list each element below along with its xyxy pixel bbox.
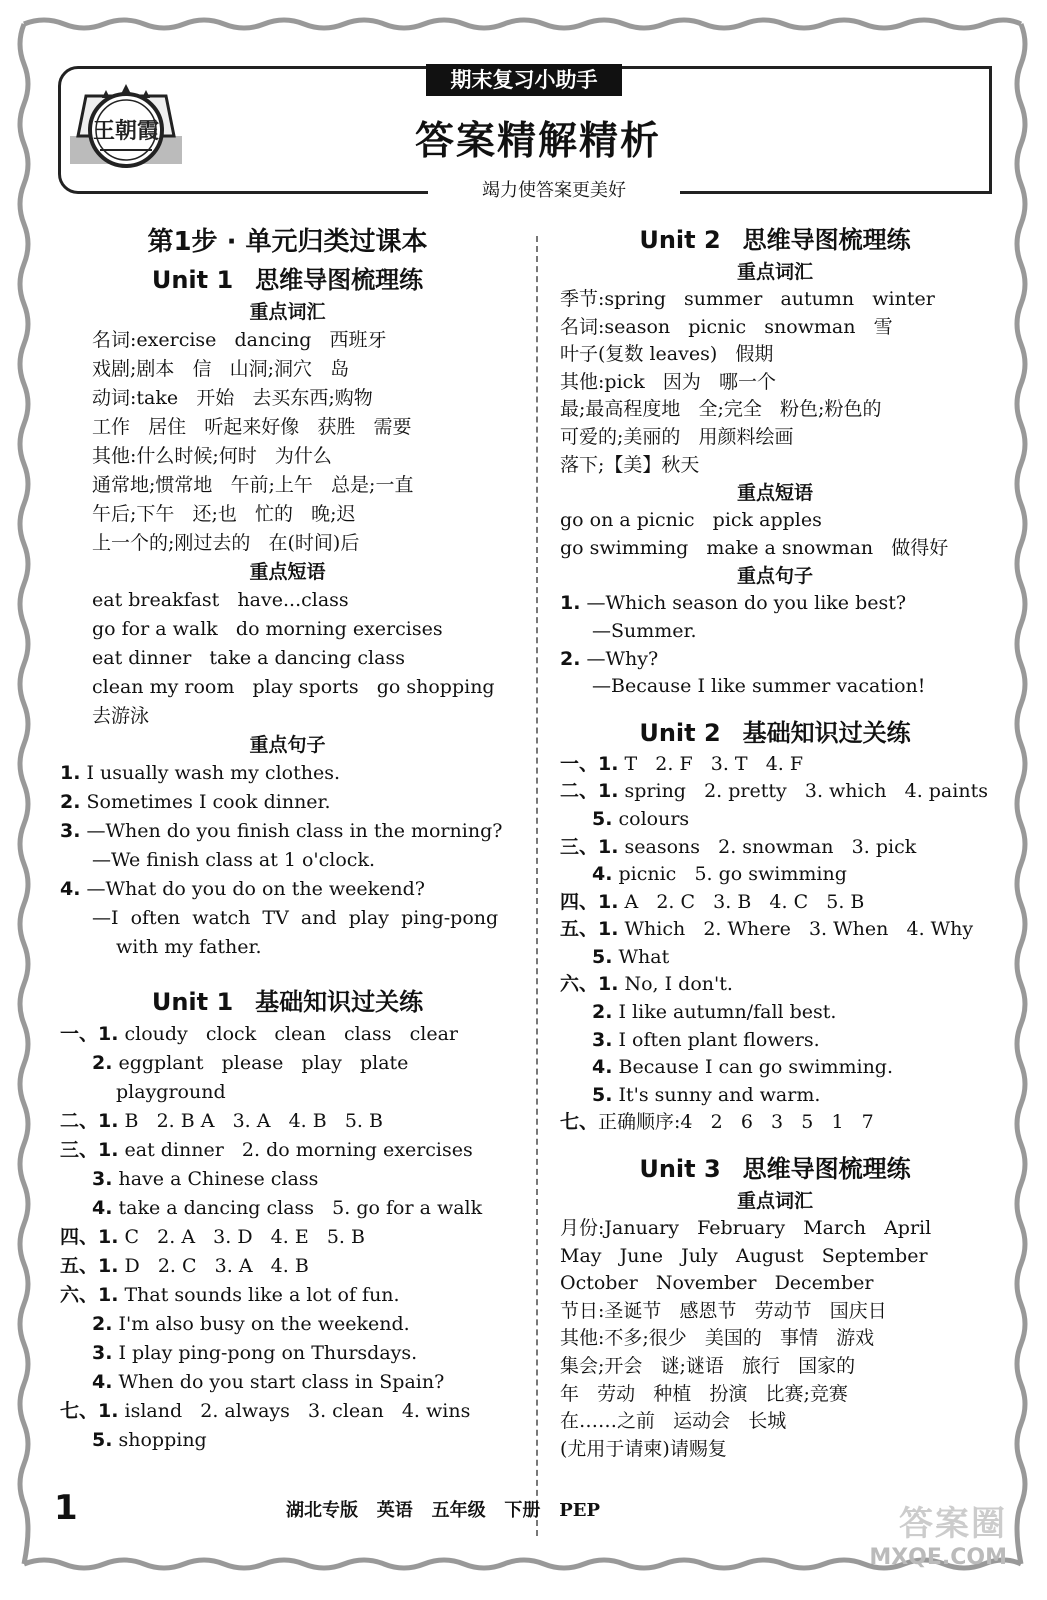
item-text: When do you start class in Spain? — [112, 1371, 445, 1393]
answer-line — [60, 1397, 515, 1426]
vocab-line: 集会;开会 谜;谜语 旅行 国家的 — [560, 1355, 856, 1377]
sentence-list — [60, 759, 515, 962]
item-number: 七、 — [560, 1111, 599, 1134]
right-column — [560, 222, 990, 1463]
item-number: 5. — [592, 1083, 613, 1106]
answer-line — [60, 1281, 515, 1310]
header-banner: 期末复习小助手 — [426, 64, 622, 96]
vocab-line: 叶子(复数 leaves) 假期 — [560, 343, 774, 366]
item-text: colours — [612, 807, 690, 830]
item-text: B 2. B A 3. A 4. B 5. B — [118, 1110, 383, 1132]
watermark-logo — [827, 1496, 1007, 1570]
answer-line — [60, 1368, 515, 1397]
subheading-sentences: 重点句子 — [736, 565, 813, 588]
subheading-sentences: 重点句子 — [249, 734, 326, 756]
vocab-line: 名词:season picnic snowman 雪 — [560, 315, 893, 338]
sentence-list — [560, 590, 990, 700]
answer-line — [560, 1027, 990, 1055]
vocab-line: 其他:pick 因为 哪一个 — [560, 370, 777, 393]
item-number: 二、1. — [60, 1110, 119, 1132]
footer-info: 湖北专版 英语 五年级 下册 PEP — [286, 1500, 600, 1521]
answer-line — [560, 916, 990, 944]
item-number: 三、1. — [60, 1139, 119, 1161]
item-text: I like autumn/fall best. — [612, 1001, 837, 1024]
subheading-vocab: 重点词汇 — [249, 301, 326, 323]
brand-logo — [66, 76, 186, 176]
section-title: 基础知识过关练 — [255, 988, 424, 1016]
item-text: —Why? — [580, 647, 659, 670]
answer-line — [60, 875, 515, 904]
vocab-line: May June July August September — [560, 1244, 928, 1267]
item-text: playground — [116, 1081, 226, 1103]
section-title: 思维导图梳理练 — [742, 1155, 911, 1184]
item-text: eggplant please play plate — [112, 1052, 409, 1074]
answer-line — [60, 788, 515, 817]
svg-text:王朝霞: 王朝霞 — [92, 118, 160, 144]
vocab-line: 戏剧;剧本 信 山洞;洞穴 岛 — [92, 358, 350, 380]
phrase-line: go on a picnic pick apples — [560, 509, 822, 532]
section-title: 思维导图梳理练 — [255, 266, 424, 294]
phrase-line: 去游泳 — [92, 705, 150, 727]
vocab-line: 节日:圣诞节 感恩节 劳动节 国庆日 — [560, 1299, 887, 1322]
item-number: 4. — [92, 1371, 113, 1393]
item-number: 五、1. — [560, 918, 619, 941]
item-text: I often plant flowers. — [612, 1028, 820, 1051]
vocab-line: 上一个的;刚过去的 在(时间)后 — [92, 532, 360, 554]
answer-line — [560, 673, 990, 701]
item-text: —What do you do on the weekend? — [80, 878, 425, 900]
subheading-phrases: 重点短语 — [736, 482, 813, 505]
vocab-line: 年 劳动 种植 扮演 比赛;竞赛 — [560, 1382, 848, 1405]
watermark-bottom: MXQE.COM — [869, 1545, 1007, 1570]
answer-list — [60, 1020, 515, 1455]
item-text: I play ping-pong on Thursdays. — [112, 1342, 418, 1364]
item-number: 一、1. — [60, 1023, 119, 1045]
answer-line — [60, 904, 515, 933]
item-text: I'm also busy on the weekend. — [112, 1313, 410, 1335]
vocab-line: 午后;下午 还;也 忙的 晚;迟 — [92, 503, 356, 525]
item-text: with my father. — [116, 936, 262, 958]
item-number: 5. — [92, 1429, 113, 1451]
answer-line — [60, 1078, 515, 1107]
item-number: 4. — [60, 878, 81, 900]
answer-line — [60, 759, 515, 788]
page-footer — [54, 1488, 754, 1528]
item-text: Which 2. Where 3. When 4. Why — [618, 918, 974, 941]
item-number: 七、1. — [60, 1400, 119, 1422]
vocab-line: 在……之前 运动会 长城 — [560, 1410, 787, 1433]
phrase-line: eat breakfast have...class — [92, 589, 349, 611]
section-title: 基础知识过关练 — [742, 718, 911, 747]
item-number: 五、1. — [60, 1255, 119, 1277]
answer-line — [60, 1107, 515, 1136]
item-number: 六、1. — [60, 1284, 119, 1306]
item-number: 5. — [592, 945, 613, 968]
section-heading-unit1-basic — [60, 984, 515, 1020]
vocab-line: 月份:January February March April — [560, 1217, 932, 1240]
watermark-top: 答案圈 — [899, 1504, 1007, 1544]
answer-line — [60, 846, 515, 875]
unit-label: Unit 2 — [639, 226, 721, 254]
item-number: 3. — [92, 1342, 113, 1364]
vocab-line: 落下;【美】秋天 — [560, 453, 700, 476]
section-heading-unit3-map — [560, 1151, 990, 1187]
item-number: 2. — [92, 1052, 113, 1074]
answer-line — [560, 861, 990, 889]
item-number: 六、1. — [560, 973, 619, 996]
answer-line — [560, 944, 990, 972]
unit-label: Unit 1 — [151, 266, 234, 294]
item-number: 1. — [60, 762, 81, 784]
item-number: 三、1. — [560, 835, 619, 858]
answer-line — [560, 751, 990, 779]
subheading-vocab: 重点词汇 — [736, 1190, 813, 1213]
step-title: 第1步 · 单元归类过课本 — [147, 227, 428, 257]
vocab-line: 通常地;惯常地 午前;上午 总是;一直 — [92, 474, 414, 496]
answer-line — [560, 1082, 990, 1110]
answer-line — [560, 778, 990, 806]
answer-line — [560, 1054, 990, 1082]
answer-line — [560, 646, 990, 674]
item-text: cloudy clock clean class clear — [118, 1023, 459, 1045]
answer-line — [60, 1339, 515, 1368]
section-title: 思维导图梳理练 — [742, 226, 911, 254]
header — [58, 66, 988, 201]
item-number: 3. — [92, 1168, 113, 1190]
vocab-line: 其他:不多;很少 美国的 事情 游戏 — [560, 1327, 875, 1350]
phrase-line: clean my room play sports go shopping — [92, 676, 495, 698]
vocab-line: 季节:spring summer autumn winter — [560, 288, 935, 310]
section-heading-unit2-basic — [560, 715, 990, 751]
item-number: 4. — [592, 1056, 613, 1079]
answer-line — [560, 590, 990, 618]
item-text: —Because I like summer vacation! — [592, 675, 926, 698]
left-column — [60, 222, 515, 1455]
item-number: 3. — [60, 820, 81, 842]
answer-line — [60, 1310, 515, 1339]
item-text: T 2. F 3. T 4. F — [618, 752, 804, 775]
answer-line — [60, 817, 515, 846]
item-text: C 2. A 3. D 4. E 5. B — [118, 1226, 365, 1248]
answer-line — [560, 999, 990, 1027]
vocab-line: 最;最高程度地 全;完全 粉色;粉色的 — [560, 398, 882, 421]
unit-label: Unit 3 — [639, 1155, 721, 1184]
item-text: No, I don't. — [618, 973, 733, 996]
vocab-line: (尤用于请柬)请赐复 — [560, 1437, 727, 1460]
header-slogan: 竭力使答案更美好 — [428, 176, 680, 202]
item-number: 4. — [92, 1197, 113, 1219]
item-text: D 2. C 3. A 4. B — [118, 1255, 309, 1277]
phrase-line: go for a walk do morning exercises — [92, 618, 443, 640]
phrase-line: go swimming make a snowman 做得好 — [560, 536, 949, 559]
vocab-line: 工作 居住 听起来好像 获胜 需要 — [92, 416, 412, 438]
answer-line — [560, 806, 990, 834]
item-number: 2. — [592, 1001, 613, 1024]
item-text: shopping — [112, 1429, 207, 1451]
item-number: 2. — [60, 791, 81, 813]
answer-line — [560, 1109, 990, 1137]
vocab-line: 名词:exercise dancing 西班牙 — [92, 329, 387, 351]
page-title: 答案精解精析 — [414, 119, 661, 164]
answer-line — [560, 834, 990, 862]
vocab-line: October November December — [560, 1272, 874, 1295]
item-text: —Summer. — [592, 619, 697, 642]
item-text: —Which season do you like best? — [580, 592, 907, 615]
item-text: take a dancing class 5. go for a walk — [112, 1197, 483, 1219]
item-text: —We finish class at 1 o'clock. — [92, 849, 376, 871]
answer-line — [60, 1223, 515, 1252]
answer-line — [60, 1136, 515, 1165]
item-text: —I often watch TV and play ping-pong — [92, 907, 499, 929]
item-text: have a Chinese class — [112, 1168, 319, 1190]
answer-line — [60, 933, 515, 962]
answer-line — [60, 1049, 515, 1078]
item-number: 2. — [560, 647, 581, 670]
item-number: 3. — [592, 1028, 613, 1051]
column-divider — [536, 236, 538, 1536]
section-heading-unit2-map — [560, 222, 990, 258]
item-text: island 2. always 3. clean 4. wins — [118, 1400, 471, 1422]
item-number: 4. — [592, 863, 613, 886]
item-text: A 2. C 3. B 4. C 5. B — [618, 890, 865, 913]
section-heading-unit1-map — [60, 262, 515, 298]
item-text: Because I can go swimming. — [612, 1056, 894, 1079]
item-text: spring 2. pretty 3. which 4. paints — [618, 780, 988, 803]
item-number: 四、1. — [60, 1226, 119, 1248]
item-text: Sometimes I cook dinner. — [80, 791, 331, 813]
answer-line — [60, 1252, 515, 1281]
vocab-line: 可爱的;美丽的 用颜料绘画 — [560, 425, 794, 448]
item-number: 5. — [592, 807, 613, 830]
subheading-phrases: 重点短语 — [249, 561, 326, 583]
answer-line — [560, 889, 990, 917]
item-number: 2. — [92, 1313, 113, 1335]
item-text: picnic 5. go swimming — [612, 863, 847, 886]
answer-list — [560, 751, 990, 1137]
item-text: 正确顺序:4 2 6 3 5 1 7 — [598, 1111, 874, 1134]
item-text: I usually wash my clothes. — [80, 762, 340, 784]
item-number: 1. — [560, 592, 581, 615]
item-number: 四、1. — [560, 890, 619, 913]
page-number: 1 — [54, 1488, 78, 1528]
item-text: eat dinner 2. do morning exercises — [118, 1139, 473, 1161]
answer-line — [560, 971, 990, 999]
phrase-line: eat dinner take a dancing class — [92, 647, 405, 669]
answer-line — [560, 618, 990, 646]
answer-line — [60, 1194, 515, 1223]
unit-label: Unit 2 — [639, 718, 721, 747]
item-text: It's sunny and warm. — [612, 1083, 821, 1106]
item-text: That sounds like a lot of fun. — [118, 1284, 400, 1306]
vocab-line: 动词:take 开始 去买东西;购物 — [92, 387, 373, 409]
subheading-vocab: 重点词汇 — [736, 261, 813, 283]
answer-line — [60, 1020, 515, 1049]
item-text: seasons 2. snowman 3. pick — [618, 835, 917, 858]
item-text: —When do you finish class in the morning? — [80, 820, 503, 842]
item-number: 二、1. — [560, 780, 619, 803]
item-number: 一、1. — [560, 752, 619, 775]
answer-line — [60, 1426, 515, 1455]
vocab-line: 其他:什么时候;何时 为什么 — [92, 445, 332, 467]
unit-label: Unit 1 — [151, 988, 234, 1016]
item-text: What — [612, 945, 670, 968]
answer-line — [60, 1165, 515, 1194]
